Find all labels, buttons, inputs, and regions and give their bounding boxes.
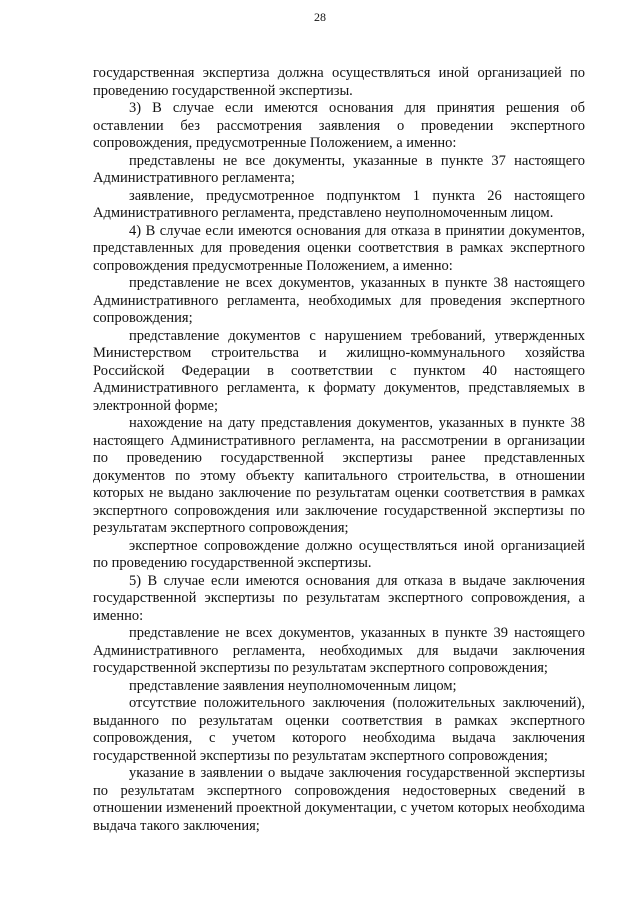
paragraph: нахождение на дату представления документов, указанных в пункте 38 настоящего Административного регламента, на рассмотрении в организации по проведению государственной экспертизы ранее представленных документов по этому объекту капитального строительства, в отношении которых не выдано заключение по результатам оценки соответствия в рамках экспертного сопровождения или заключение государственной экспертизы по результатам экспертного сопровождения; [93, 415, 585, 536]
paragraph: 5) В случае если имеются основания для отказа в выдаче заключения государственной экспертизы по результатам экспертного сопровождения, а именно: [93, 572, 585, 624]
paragraph: представление документов с нарушением требований, утвержденных Министерством строительства и жилищно-коммунального хозяйства Российской Федерации в соответствии с пунктом 40 настоящего Административного регламента, к формату документов, представляемых в электронной форме; [93, 327, 585, 414]
paragraph: 3) В случае если имеются основания для принятия решения об оставлении без рассмотрения заявления о проведении экспертного сопровождения, предусмотренные Положением, а именно: [93, 100, 585, 151]
page-number: 28 [314, 10, 326, 24]
paragraph: представление заявления неуполномоченным лицом; [129, 677, 457, 694]
paragraph: представлены не все документы, указанные в пункте 37 настоящего Административного регламента; [93, 152, 585, 186]
document-body [93, 65, 585, 835]
paragraph: государственная экспертиза должна осуществляться иной организацией по проведению государственной экспертизы. [93, 65, 585, 99]
paragraph: представление не всех документов, указанных в пункте 38 настоящего Административного регламента, необходимых для проведения экспертного сопровождения; [93, 275, 585, 326]
paragraph: 4) В случае если имеются основания для отказа в принятии документов, представленных для проведения оценки соответствия в рамках экспертного сопровождения предусмотренные Положением, а именно: [93, 222, 585, 274]
paragraph: представление не всех документов, указанных в пункте 39 настоящего Административного регламента, необходимых для выдачи заключения государственной экспертизы по результатам экспертного сопровождения; [93, 625, 585, 676]
paragraph: указание в заявлении о выдаче заключения государственной экспертизы по результатам экспертного сопровождения недостоверных сведений в отношении изменений проектной документации, с учетом которых необходима выдача такого заключения; [93, 765, 585, 834]
paragraph: заявление, предусмотренное подпунктом 1 пункта 26 настоящего Административного регламента, представлено неуполномоченным лицом. [93, 187, 585, 221]
paragraph: отсутствие положительного заключения (положительных заключений), выданного по результатам оценки соответствия в рамках экспертного сопровождения, с учетом которого необходима выдача заключения государственной экспертизы по результатам экспертного сопровождения; [93, 695, 585, 764]
paragraph: экспертное сопровождение должно осуществляться иной организацией по проведению государственной экспертизы. [93, 537, 585, 571]
